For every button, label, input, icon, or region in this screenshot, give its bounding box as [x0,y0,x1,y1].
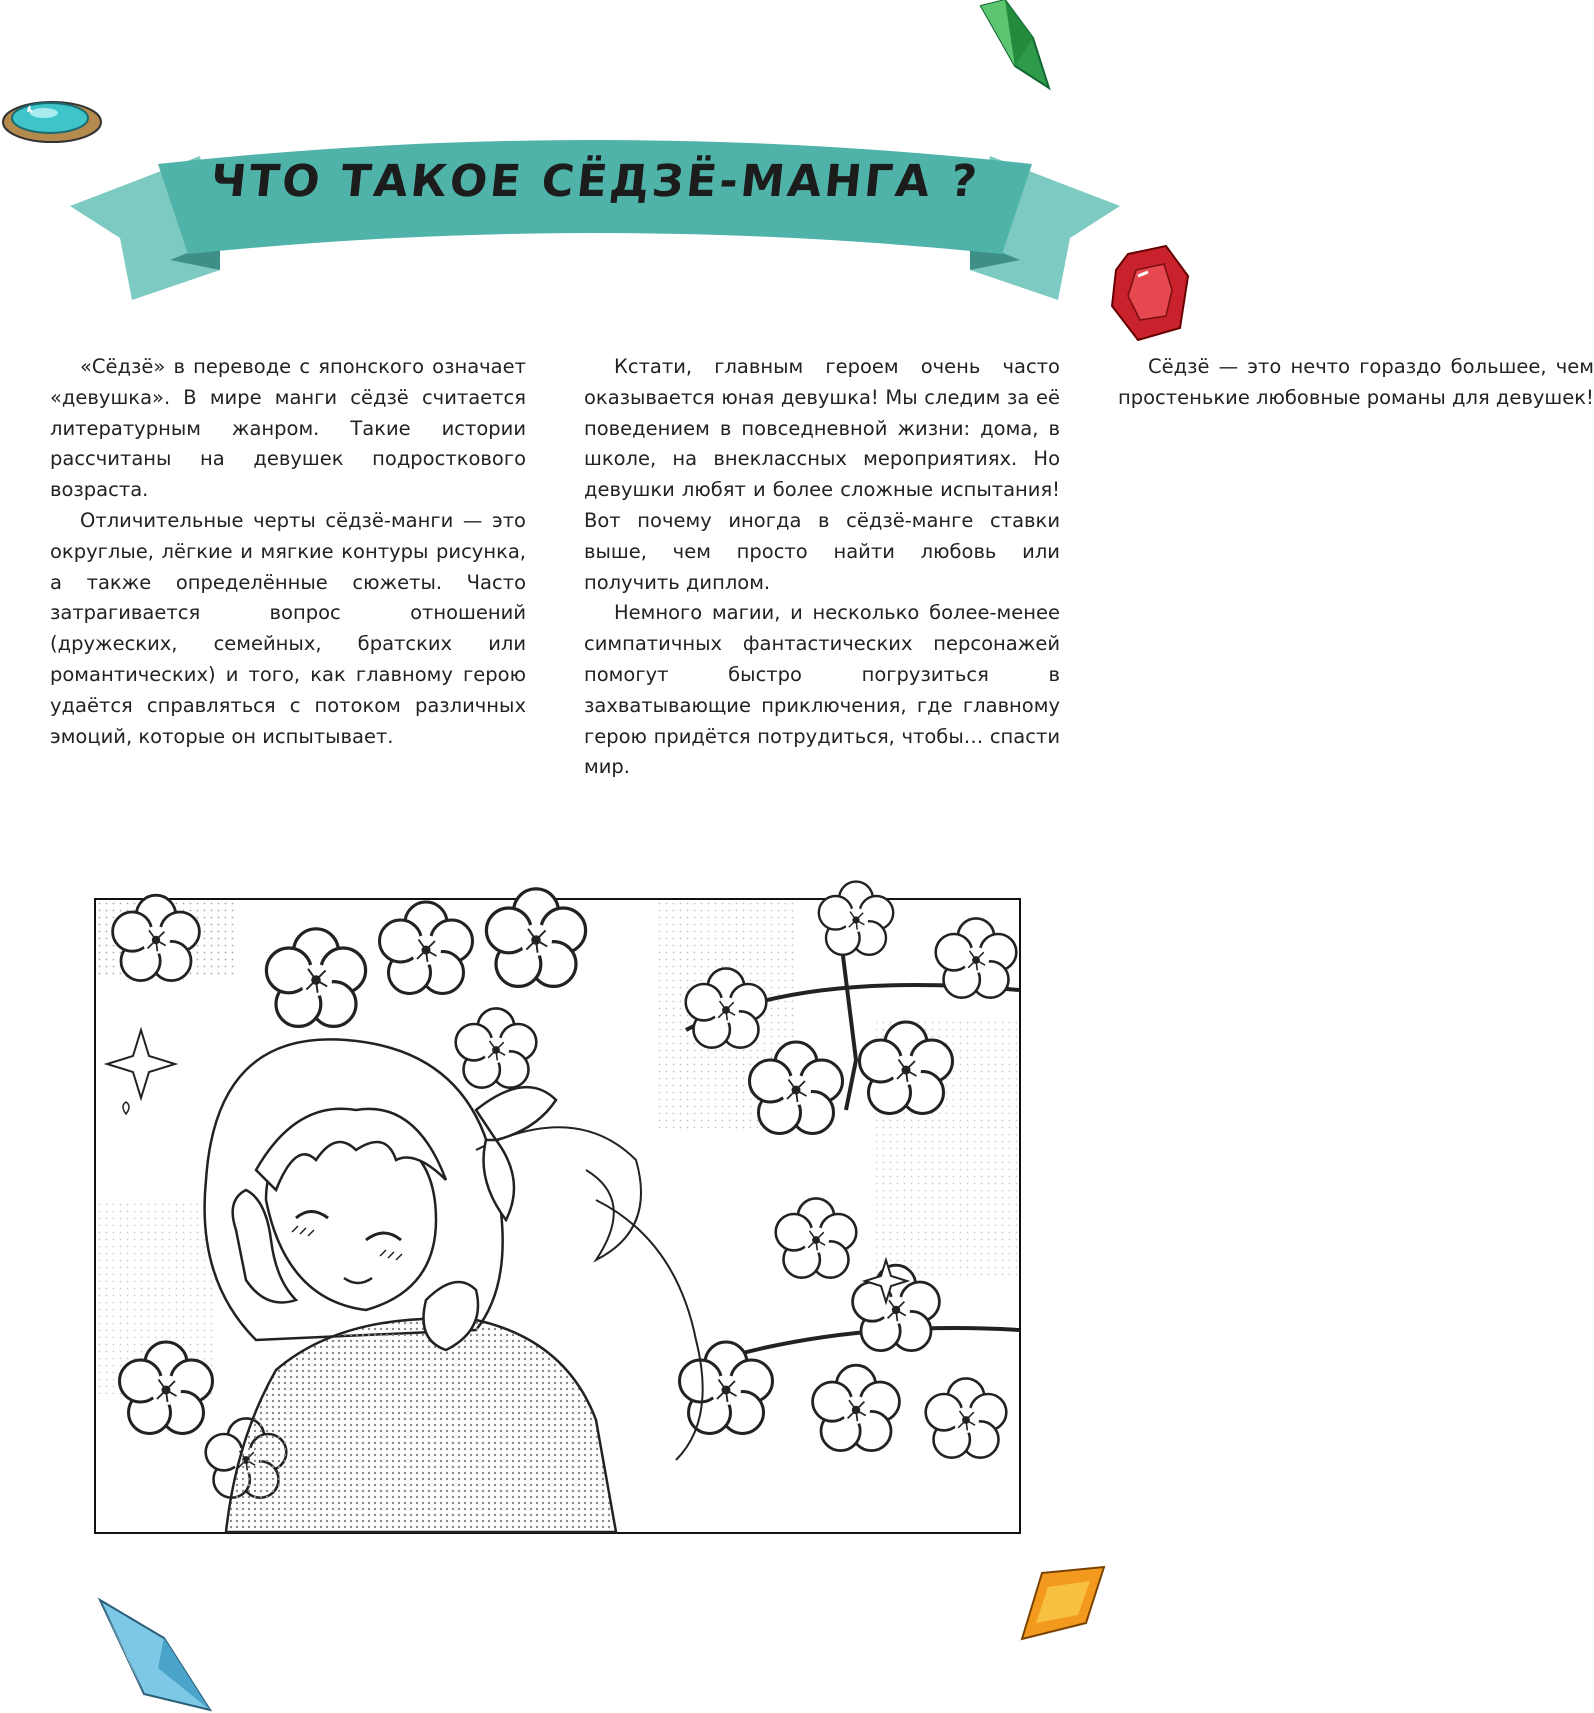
blue-crystal-icon [98,1598,218,1713]
green-gem-icon [975,0,1055,92]
paragraph-1: «Сёдзё» в переводе с японского означает «девушка». В мире манги сёдзё считается литературным жанром. Такие истории рассчитаны на девушек подросткового возраста. [50,355,526,502]
article-body [50,352,1594,792]
red-gem-icon [1108,244,1193,344]
paragraph-3: Кстати, главным героем очень часто оказывается юная девушка! Мы следим за её поведением в повседневной жизни: дома, в школе, на внеклассных мероприятиях. Но девушки любят и более сложные испытания! Вот почему иногда в сёдзё-манге ставки выше, чем просто найти любовь или получить диплом. [584,355,1060,594]
title-banner [70,120,1120,310]
page-title: ЧТО ТАКОЕ СЁДЗЁ-МАНГА ? [207,156,983,207]
ribbon-shape [70,120,1120,310]
orange-gem-icon [1012,1565,1112,1643]
manga-girl-with-cherry-blossoms-illustration [96,900,1019,1532]
paragraph-2: Отличительные черты сёдзё-манги — это округлые, лёгкие и мягкие контуры рисунка, а также определённые сюжеты. Часто затрагивается вопрос отношений (дружеских, семейных, братских или романтических) и того, как главному герою удаётся справляться с потоком различных эмоций, которые он испытывает. [50,508,526,748]
paragraph-5: Сёдзё — это нечто гораздо большее, чем простенькие любовные романы для девушек! [1118,355,1594,409]
manga-illustration [94,898,1021,1534]
paragraph-4: Немного магии, и несколько более-менее симпатичных фантастических персонажей помогут быстро погрузиться в захватывающие приключения, где главному герою придётся потрудиться, чтобы… спасти мир. [584,601,1060,779]
